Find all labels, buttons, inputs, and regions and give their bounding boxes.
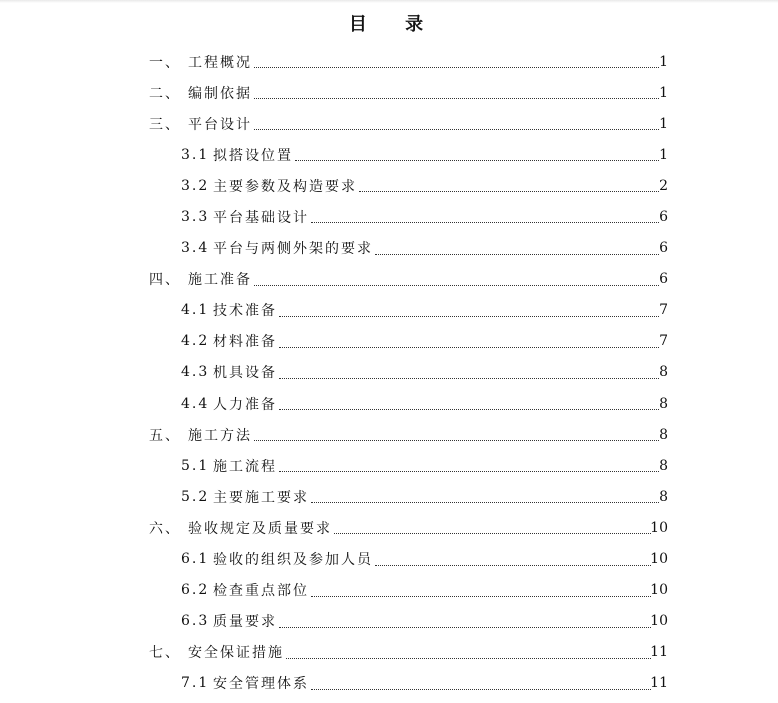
toc-entry-title: 施工方法 <box>188 427 252 444</box>
toc-page-number: 8 <box>659 457 668 474</box>
toc-entry[interactable] <box>0 544 778 575</box>
toc-entry-number: 七、 <box>149 645 181 662</box>
toc-dot-leader <box>254 98 659 99</box>
toc-entry[interactable] <box>0 481 778 512</box>
toc-entry-title: 验收的组织及参加人员 <box>213 552 373 569</box>
toc-entry[interactable] <box>0 357 778 388</box>
toc-dot-leader <box>279 627 651 628</box>
toc-entry[interactable] <box>0 419 778 450</box>
toc-entry-number: 六、 <box>149 520 181 537</box>
toc-page-number: 10 <box>650 551 668 568</box>
toc-entry-number: 一、 <box>149 54 181 71</box>
toc-page-number: 6 <box>659 240 668 257</box>
toc-entry-number: 3.1 <box>181 146 210 163</box>
toc-entry-number: 4.2 <box>181 333 210 350</box>
toc-entry-title: 材料准备 <box>213 334 277 351</box>
toc-dot-leader <box>375 254 659 255</box>
toc-entry-title: 编制依据 <box>188 85 252 102</box>
toc-entry-number: 3.2 <box>181 177 210 194</box>
toc-dot-leader <box>295 160 659 161</box>
toc-entry[interactable] <box>0 46 778 77</box>
toc-page-number: 8 <box>659 488 668 505</box>
toc-page-number: 1 <box>659 84 668 101</box>
toc-page-number: 8 <box>659 426 668 443</box>
toc-entry-title: 人力准备 <box>213 396 277 413</box>
toc-dot-leader <box>279 316 659 317</box>
toc-entry[interactable] <box>0 388 778 419</box>
toc-dot-leader <box>254 67 659 68</box>
toc-page-number: 1 <box>659 146 668 163</box>
toc-entry-title: 安全管理体系 <box>213 676 309 693</box>
toc-entry-number: 二、 <box>149 85 181 102</box>
toc-entry-number: 3.3 <box>181 209 210 226</box>
toc-entry[interactable] <box>0 450 778 481</box>
toc-entry-title: 平台基础设计 <box>213 210 309 227</box>
toc-title: 目 录 <box>348 14 440 35</box>
toc-entry[interactable] <box>0 606 778 637</box>
toc-page-number: 11 <box>650 675 668 692</box>
toc-dot-leader <box>279 471 659 472</box>
toc-page-number: 7 <box>659 333 668 350</box>
toc-entry-number: 四、 <box>149 272 181 289</box>
toc-page-number: 1 <box>659 53 668 70</box>
toc-page-number: 10 <box>650 519 668 536</box>
toc-entry-number: 4.4 <box>181 395 210 412</box>
toc-entry-title: 主要参数及构造要求 <box>213 178 357 195</box>
toc-entry[interactable] <box>0 264 778 295</box>
page-top-edge <box>0 0 778 3</box>
toc-page-number: 11 <box>650 644 668 661</box>
toc-entry-title: 拟搭设位置 <box>213 147 293 164</box>
toc-entry-title: 施工准备 <box>188 272 252 289</box>
toc-entry-number: 5.2 <box>181 488 210 505</box>
toc-page-number: 7 <box>659 302 668 319</box>
toc-dot-leader <box>311 502 659 503</box>
toc-entry-number: 7.1 <box>181 675 210 692</box>
toc-entry[interactable] <box>0 170 778 201</box>
toc-entry[interactable] <box>0 139 778 170</box>
toc-entry-number: 4.3 <box>181 364 210 381</box>
toc-entry-number: 五、 <box>149 427 181 444</box>
toc-entry-number: 3.4 <box>181 240 210 257</box>
toc-entry-number: 6.1 <box>181 551 210 568</box>
toc-entry-title: 施工流程 <box>213 458 277 475</box>
toc-entry[interactable] <box>0 295 778 326</box>
toc-dot-leader <box>279 378 659 379</box>
toc-page-number: 8 <box>659 395 668 412</box>
toc-page-number: 2 <box>659 177 668 194</box>
table-of-contents <box>0 46 778 699</box>
toc-dot-leader <box>254 285 659 286</box>
toc-entry[interactable] <box>0 668 778 699</box>
toc-dot-leader <box>311 222 659 223</box>
toc-entry[interactable] <box>0 233 778 264</box>
toc-entry-title: 检查重点部位 <box>213 583 309 600</box>
toc-dot-leader <box>286 658 651 659</box>
toc-dot-leader <box>359 191 659 192</box>
toc-entry[interactable] <box>0 575 778 606</box>
toc-entry[interactable] <box>0 326 778 357</box>
toc-entry[interactable] <box>0 512 778 543</box>
toc-dot-leader <box>254 129 659 130</box>
toc-entry-title: 质量要求 <box>213 614 277 631</box>
toc-entry[interactable] <box>0 201 778 232</box>
toc-entry-title: 平台设计 <box>188 116 252 133</box>
toc-entry-number: 三、 <box>149 116 181 133</box>
toc-dot-leader <box>254 440 659 441</box>
toc-entry-number: 5.1 <box>181 457 210 474</box>
toc-dot-leader <box>375 565 651 566</box>
toc-page-number: 6 <box>659 209 668 226</box>
toc-page-number: 6 <box>659 271 668 288</box>
toc-entry[interactable] <box>0 637 778 668</box>
toc-entry-title: 验收规定及质量要求 <box>188 520 332 537</box>
toc-entry[interactable] <box>0 108 778 139</box>
toc-page-number: 10 <box>650 582 668 599</box>
toc-page-number: 10 <box>650 613 668 630</box>
toc-page-number: 1 <box>659 115 668 132</box>
toc-entry-number: 6.2 <box>181 582 210 599</box>
toc-dot-leader <box>334 533 651 534</box>
toc-entry-title: 平台与两侧外架的要求 <box>213 241 373 258</box>
toc-dot-leader <box>311 689 651 690</box>
toc-dot-leader <box>279 409 659 410</box>
toc-dot-leader <box>311 596 651 597</box>
toc-dot-leader <box>279 347 659 348</box>
toc-entry-title: 技术准备 <box>213 303 277 320</box>
toc-entry-title: 工程概况 <box>188 54 252 71</box>
toc-entry[interactable] <box>0 77 778 108</box>
toc-entry-number: 6.3 <box>181 613 210 630</box>
toc-entry-title: 机具设备 <box>213 365 277 382</box>
toc-page-number: 8 <box>659 364 668 381</box>
toc-entry-title: 主要施工要求 <box>213 489 309 506</box>
toc-entry-title: 安全保证措施 <box>188 645 284 662</box>
toc-entry-number: 4.1 <box>181 302 210 319</box>
